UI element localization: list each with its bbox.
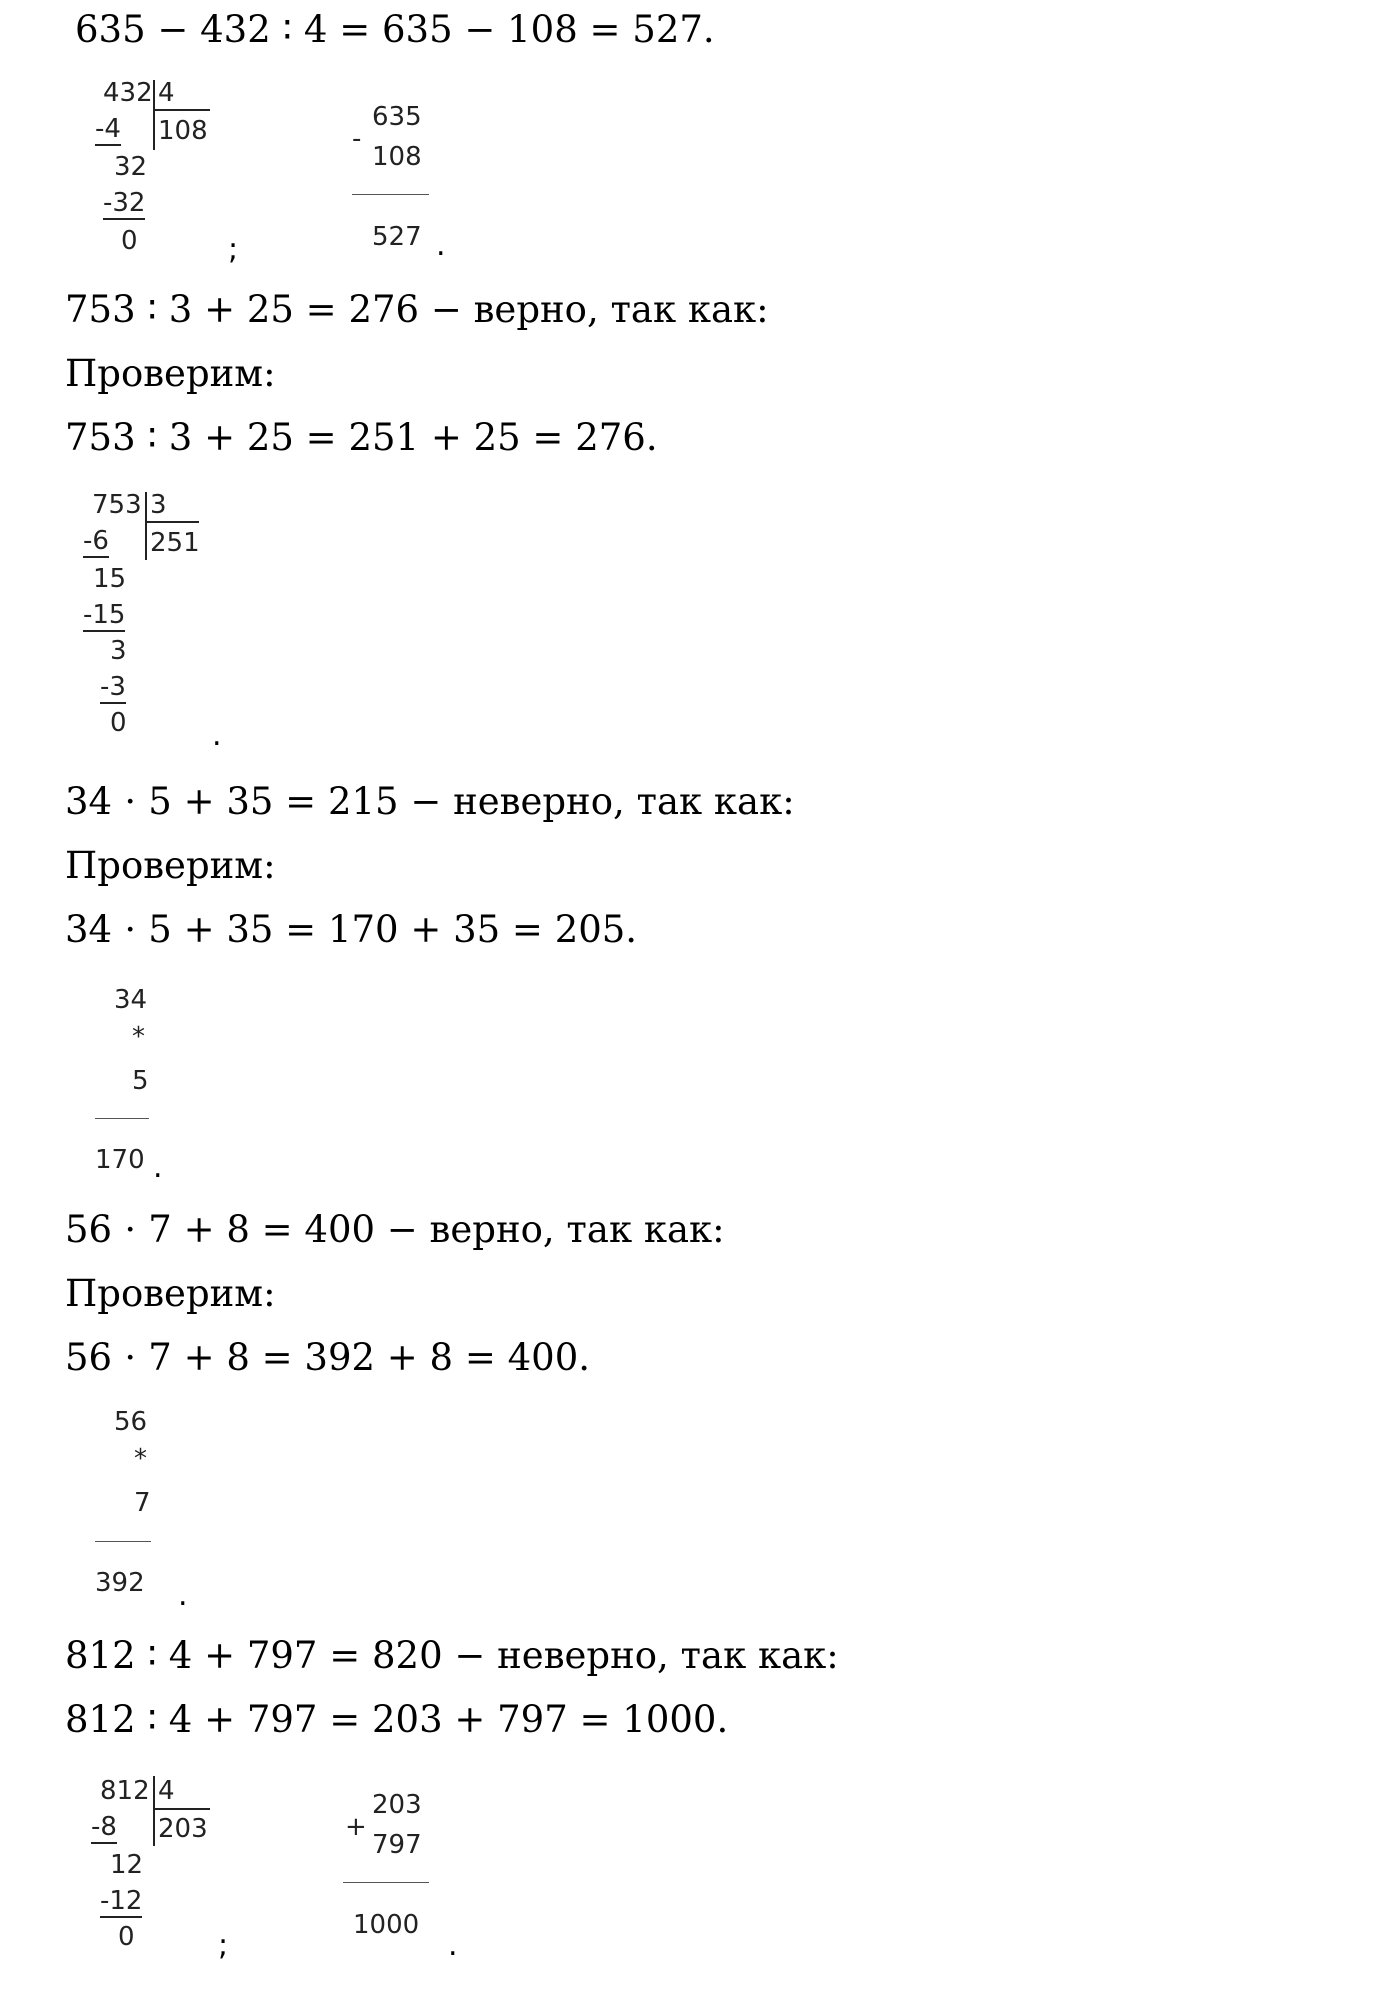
equation-line-3: 753 ∶ 3 + 25 = 251 + 25 = 276. — [65, 416, 658, 459]
remainder-1: 32 — [114, 152, 148, 182]
division-vertical-bar — [153, 80, 155, 150]
product: 170 — [95, 1145, 145, 1175]
addend-1: 203 — [372, 1790, 422, 1820]
end-dot: . — [448, 1928, 458, 1963]
factor-2: 7 — [134, 1488, 151, 1518]
end-dot: . — [153, 1150, 163, 1185]
equation-line-6: 56 ⋅ 7 + 8 = 400 − верно, так как: — [65, 1208, 725, 1251]
dividend: 812 — [100, 1776, 150, 1806]
result-line — [95, 1118, 149, 1119]
remainder-2: 0 — [118, 1922, 135, 1952]
subtraction-3: -3 — [100, 672, 126, 702]
equation-line-5: 34 ⋅ 5 + 35 = 170 + 35 = 205. — [65, 908, 638, 951]
quotient: 108 — [158, 116, 208, 146]
sum: 1000 — [353, 1910, 420, 1940]
dividend: 753 — [92, 490, 142, 520]
separator: ; — [218, 1928, 229, 1963]
subtraction-1: -6 — [83, 526, 109, 556]
equation-line-4: 34 ⋅ 5 + 35 = 215 − неверно, так как: — [65, 780, 795, 823]
plus-sign: + — [345, 1812, 367, 1842]
quotient: 203 — [158, 1814, 208, 1844]
subtraction-1: -4 — [95, 114, 121, 144]
check-label-3: Проверим: — [65, 1272, 276, 1315]
quotient: 251 — [150, 528, 200, 558]
subtraction-1: -8 — [91, 1812, 117, 1842]
equation-line-7: 56 ⋅ 7 + 8 = 392 + 8 = 400. — [65, 1336, 590, 1379]
divisor: 4 — [158, 78, 175, 108]
end-dot: . — [178, 1578, 188, 1613]
check-label-1: Проверим: — [65, 352, 276, 395]
division-horizontal-bar — [155, 1808, 210, 1810]
subtraction-2: -32 — [103, 188, 146, 218]
multiply-sign: * — [134, 1444, 147, 1474]
division-vertical-bar — [153, 1776, 155, 1846]
remainder-3: 0 — [110, 708, 127, 738]
factor-1: 56 — [114, 1407, 148, 1437]
subtrahend: 108 — [372, 142, 422, 172]
minuend: 635 — [372, 102, 422, 132]
factor-2: 5 — [132, 1066, 149, 1096]
divisor: 4 — [158, 1776, 175, 1806]
division-horizontal-bar — [147, 521, 199, 523]
difference: 527 — [372, 222, 422, 252]
divisor: 3 — [150, 490, 167, 520]
check-label-2: Проверим: — [65, 844, 276, 887]
remainder-1: 15 — [93, 564, 127, 594]
subtraction-2: -15 — [83, 600, 126, 630]
factor-1: 34 — [114, 985, 148, 1015]
remainder-1: 12 — [110, 1850, 144, 1880]
addend-2: 797 — [372, 1830, 422, 1860]
product: 392 — [95, 1568, 145, 1598]
division-vertical-bar — [145, 492, 147, 560]
remainder-2: 3 — [110, 636, 127, 666]
end-dot: . — [212, 718, 222, 753]
equation-line-9: 812 ∶ 4 + 797 = 203 + 797 = 1000. — [65, 1698, 729, 1741]
equation-line-1: 635 − 432 ∶ 4 = 635 − 108 = 527. — [75, 8, 715, 51]
equation-line-8: 812 ∶ 4 + 797 = 820 − неверно, так как: — [65, 1634, 839, 1677]
dividend: 432 — [103, 78, 153, 108]
subtraction-2: -12 — [100, 1886, 143, 1916]
multiply-sign: * — [132, 1022, 145, 1052]
division-horizontal-bar — [155, 109, 210, 111]
end-dot: . — [436, 228, 446, 263]
result-line — [95, 1541, 151, 1542]
minus-sign: - — [352, 124, 362, 154]
equation-line-2: 753 ∶ 3 + 25 = 276 − верно, так как: — [65, 288, 769, 331]
result-line — [343, 1882, 429, 1883]
remainder-2: 0 — [121, 226, 138, 256]
result-line — [352, 194, 429, 195]
separator: ; — [228, 232, 239, 267]
